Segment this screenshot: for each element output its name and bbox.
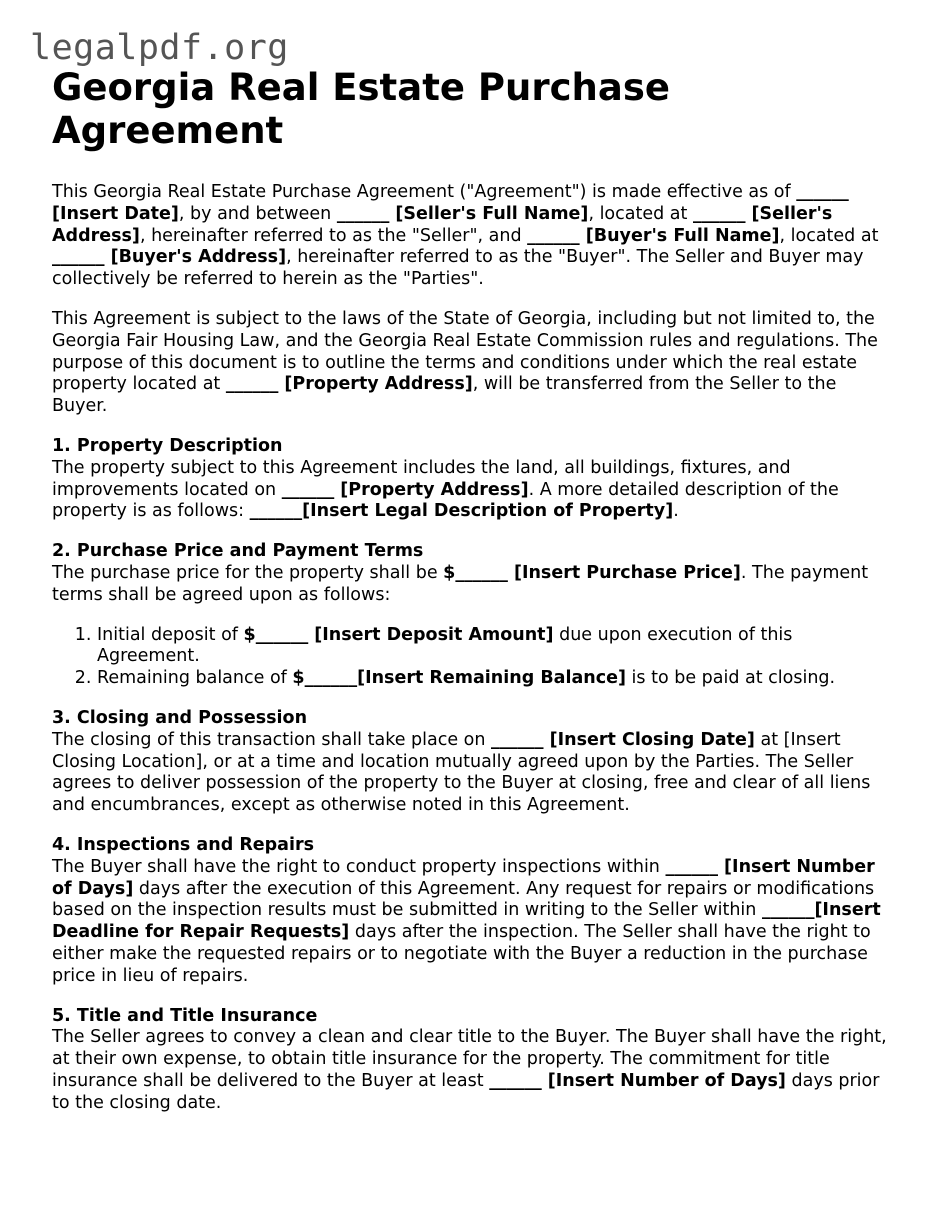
inspection-days-placeholder: ______ [Insert Number of Days]: [52, 856, 875, 899]
section-title: 4. Inspections and Repairs: [52, 834, 315, 855]
deposit-amount-placeholder: $______ [Insert Deposit Amount]: [243, 624, 554, 645]
document-title: Georgia Real Estate Purchase Agreement: [52, 66, 670, 152]
watermark: legalpdf.org: [30, 28, 289, 68]
payment-terms-list: [52, 625, 892, 690]
intro-paragraph-parties: This Georgia Real Estate Purchase Agreement ("Agreement") is made effective as of ______ [Insert Date], by and between ______ [Seller's Full Name], located at ______ [Seller's Address], hereinafter referred to as the "Seller", and ______ [Buyer's Full Name], located at ______ [Buyer's Address], hereinafter referred to as the "Buyer". The Seller and Buyer may collectively be referred to herein as the "Parties".: [52, 182, 879, 290]
seller-name-placeholder: ______ [Seller's Full Name]: [336, 203, 589, 224]
section-purchase-price: 2. Purchase Price and Payment Terms The purchase price for the property shall be $______ [Insert Purchase Price]. The payment terms shall be agreed upon as follows:: [52, 541, 869, 605]
repair-deadline-placeholder: ______[Insert Deadline for Repair Requests]: [52, 900, 881, 943]
remaining-balance-placeholder: $______[Insert Remaining Balance]: [292, 668, 626, 689]
buyer-name-placeholder: ______ [Buyer's Full Name]: [527, 225, 780, 246]
title-days-placeholder: ______ [Insert Number of Days]: [489, 1070, 786, 1091]
date-placeholder: ______ [Insert Date]: [52, 182, 849, 224]
legal-description-placeholder: ______[Insert Legal Description of Property]: [249, 501, 674, 522]
list-item: 2. Remaining balance of $______[Insert Remaining Balance] is to be paid at closing.: [97, 668, 892, 690]
property-address-placeholder: ______ [Property Address]: [281, 479, 529, 500]
purchase-price-placeholder: $______ [Insert Purchase Price]: [443, 562, 741, 583]
section-closing: 3. Closing and Possession The closing of this transaction shall take place on ______ [Insert Closing Date] at [Insert Closing Location], or at a time and location mutually agreed upon by the Parties. The Seller agrees to deliver possession of the property to the Buyer at closing, free and clear of all liens and encumbrances, except as otherwise noted in this Agreement.: [52, 707, 871, 816]
intro-paragraph-law: This Agreement is subject to the laws of the State of Georgia, including but not limited to, the Georgia Fair Housing Law, and the Georgia Real Estate Commission rules and regulations. The purpose of this document is to outline the terms and conditions under which the real estate property located at ______ [Property Address], will be transferred from the Seller to the Buyer.: [52, 308, 878, 417]
section-title: 5. Title and Title Insurance: [52, 1005, 318, 1026]
document-body: [52, 66, 892, 1114]
section-property-description: 1. Property Description The property subject to this Agreement includes the land, all buildings, fixtures, and improvements located on ______ [Property Address]. A more detailed description of the property is as follows: ______[Insert Legal Description of Property].: [52, 435, 839, 522]
property-address-placeholder: ______ [Property Address]: [225, 374, 473, 395]
seller-address-placeholder: ______ [Seller's Address]: [52, 203, 833, 246]
section-title: 2. Purchase Price and Payment Terms: [52, 541, 424, 562]
buyer-address-placeholder: ______ [Buyer's Address]: [52, 247, 287, 268]
section-title: 1. Property Description: [52, 435, 283, 456]
section-inspections: 4. Inspections and Repairs The Buyer shall have the right to conduct property inspections within ______ [Insert Number of Days] days after the execution of this Agreement. Any request for repairs or modifications based on the inspection results must be submitted in writing to the Seller within ______[Insert Deadline for Repair Requests] days after the inspection. The Seller shall have the right to either make the requested repairs or to negotiate with the Buyer a reduction in the purchase price in lieu of repairs.: [52, 834, 881, 986]
section-title-insurance: 5. Title and Title Insurance The Seller agrees to convey a clean and clear title to the Buyer. The Buyer shall have the right, at their own expense, to obtain title insurance for the property. The commitment for title insurance shall be delivered to the Buyer at least ______ [Insert Number of Days] days prior to the closing date.: [52, 1005, 887, 1113]
list-item: 1. Initial deposit of $______ [Insert Deposit Amount] due upon execution of this Agreement.: [97, 625, 892, 669]
closing-date-placeholder: ______ [Insert Closing Date]: [491, 729, 755, 750]
section-title: 3. Closing and Possession: [52, 707, 308, 728]
